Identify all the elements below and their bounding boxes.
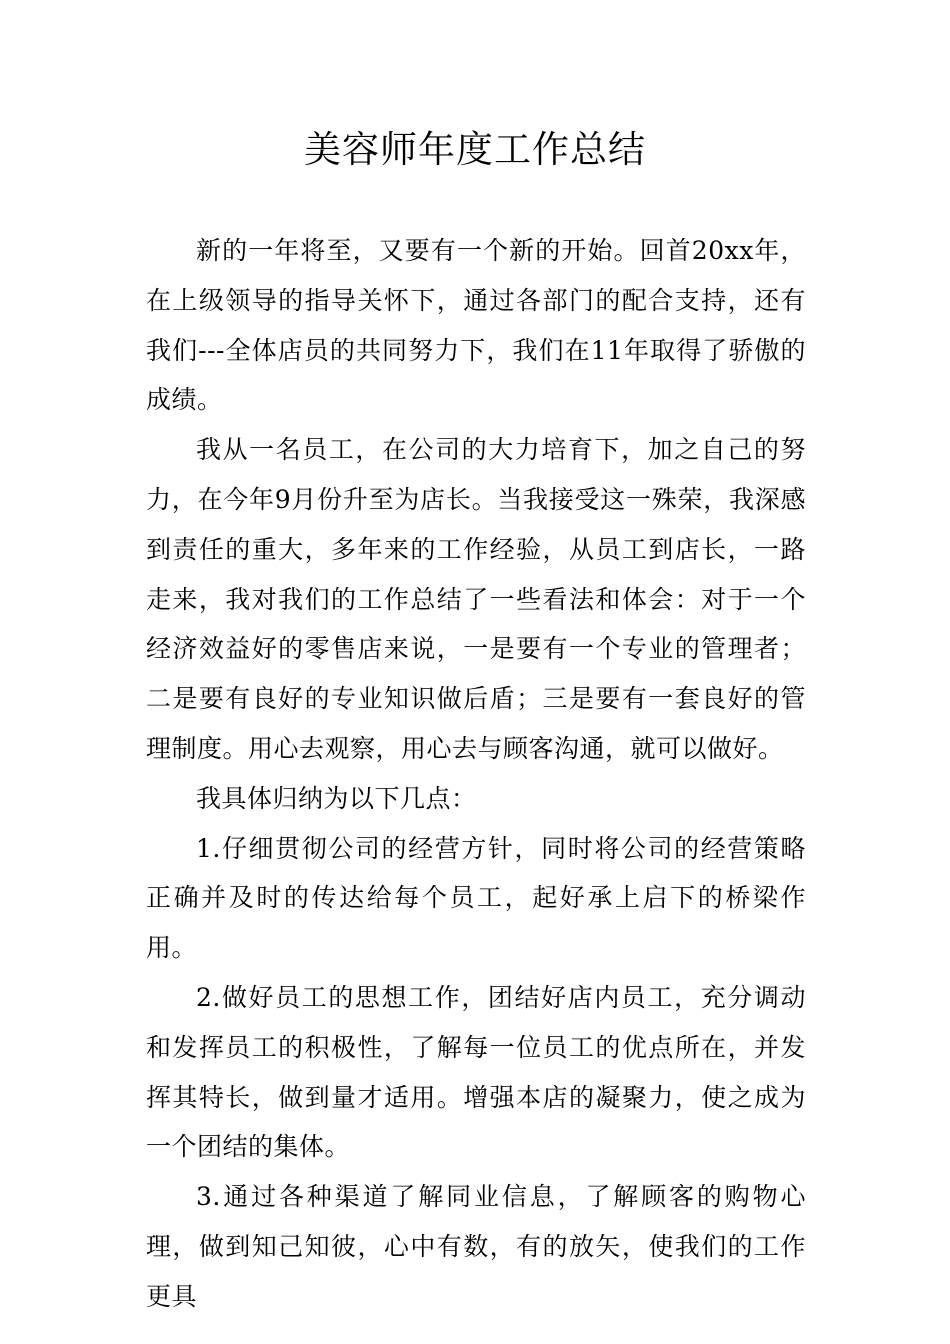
- paragraph-intro: 新的一年将至，又要有一个新的开始。回首20xx年，在上级领导的指导关怀下，通过各部门的配合支持，还有我们---全体店员的共同努力下，我们在11年取得了骄傲的成绩。: [146, 236, 806, 415]
- document-body: [146, 226, 806, 1322]
- paragraph-experience: 我从一名员工，在公司的大力培育下，加之自己的努力，在今年9月份升至为店长。当我接受这一殊荣，我深感到责任的重大，多年来的工作经验，从员工到店长，一路走来，我对我们的工作总结了一些看法和体会：对于一个经济效益好的零售店来说，一是要有一个专业的管理者；二是要有良好的专业知识做后盾；三是要有一套良好的管理制度。用心去观察，用心去与顾客沟通，就可以做好。: [146, 435, 806, 763]
- document-title: 美容师年度工作总结: [304, 128, 646, 171]
- paragraph-point-3: 3.通过各种渠道了解同业信息，了解顾客的购物心理，做到知己知彼，心中有数，有的放矢，使我们的工作更具: [146, 1182, 806, 1311]
- paragraph-summary-lead: 我具体归纳为以下几点：: [196, 783, 477, 813]
- paragraph-point-1: 1.仔细贯彻公司的经营方针，同时将公司的经营策略正确并及时的传达给每个员工，起好承上启下的桥梁作用。: [146, 833, 806, 963]
- paragraph-point-2: 2.做好员工的思想工作，团结好店内员工，充分调动和发挥员工的积极性，了解每一位员工的优点所在，并发挥其特长，做到量才适用。增强本店的凝聚力，使之成为一个团结的集体。: [146, 982, 806, 1162]
